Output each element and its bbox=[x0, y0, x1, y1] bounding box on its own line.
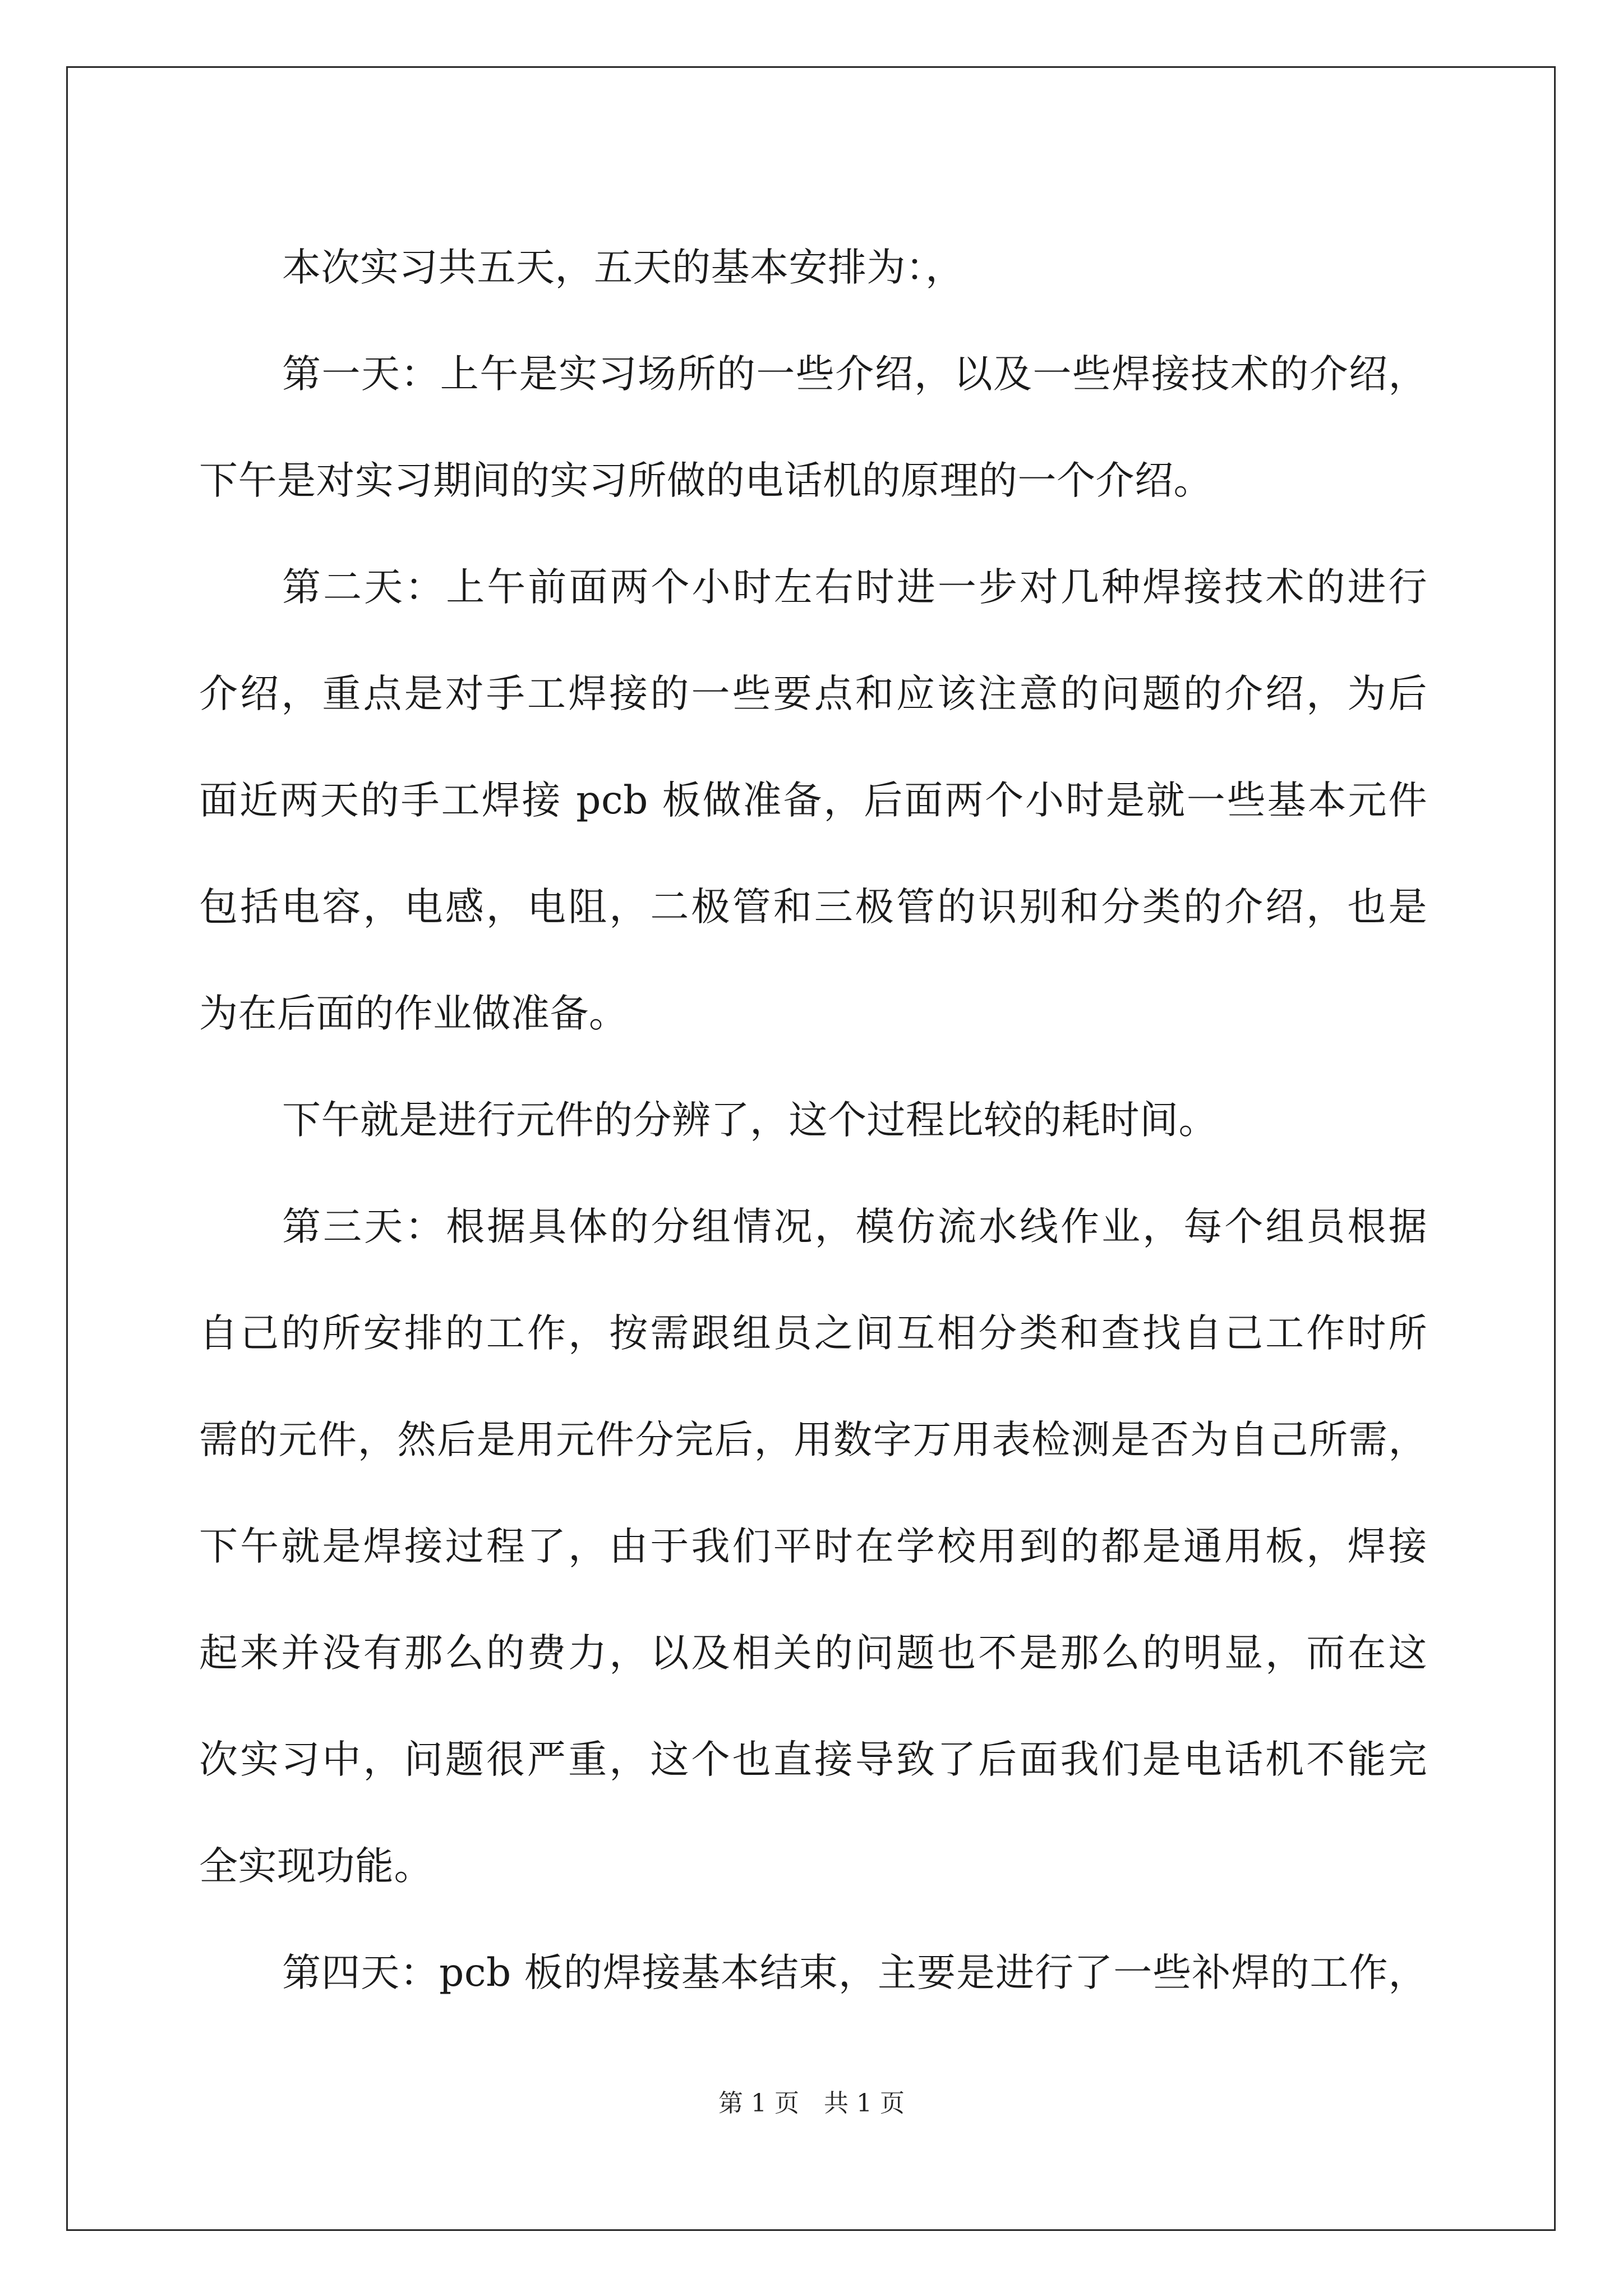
text-line: 第一天：上午是实习场所的一些介绍，以及一些焊接技术的介绍， bbox=[282, 352, 1427, 397]
text-line: 为在后面的作业做准备。 bbox=[199, 991, 628, 1036]
text-line: 需的元件，然后是用元件分完后，用数字万用表检测是否为自己所需， bbox=[199, 1418, 1427, 1462]
text-line: 面近两天的手工焊接 pcb 板做准备，后面两个小时是就一些基本元件 bbox=[199, 778, 1427, 823]
text-line: 第二天：上午前面两个小时左右时进一步对几种焊接技术的进行 bbox=[282, 565, 1427, 610]
text-line: 下午就是焊接过程了，由于我们平时在学校用到的都是通用板，焊接 bbox=[199, 1524, 1427, 1569]
document-body bbox=[199, 214, 1427, 2026]
text-line: 次实习中，问题很严重，这个也直接导致了后面我们是电话机不能完 bbox=[199, 1737, 1427, 1782]
text-line: 自己的所安排的工作，按需跟组员之间互相分类和查找自己工作时所 bbox=[199, 1311, 1427, 1356]
text-line: 第三天：根据具体的分组情况，模仿流水线作业，每个组员根据 bbox=[282, 1204, 1427, 1249]
text-line: 全实现功能。 bbox=[199, 1844, 433, 1889]
text-line: 包括电容，电感，电阻，二极管和三极管的识别和分类的介绍，也是 bbox=[199, 885, 1427, 930]
page-footer: 第 1 页 共 1 页 bbox=[718, 2089, 905, 2118]
text-line: 下午是对实习期间的实习所做的电话机的原理的一个介绍。 bbox=[199, 458, 1212, 503]
text-line: 第四天：pcb 板的焊接基本结束，主要是进行了一些补焊的工作， bbox=[282, 1950, 1427, 1995]
text-line: 介绍，重点是对手工焊接的一些要点和应该注意的问题的介绍，为后 bbox=[199, 671, 1427, 716]
text-line: 下午就是进行元件的分辨了，这个过程比较的耗时间。 bbox=[282, 1098, 1218, 1143]
text-line: 起来并没有那么的费力，以及相关的问题也不是那么的明显，而在这 bbox=[199, 1631, 1427, 1676]
text-line: 本次实习共五天，五天的基本安排为：， bbox=[282, 245, 965, 290]
